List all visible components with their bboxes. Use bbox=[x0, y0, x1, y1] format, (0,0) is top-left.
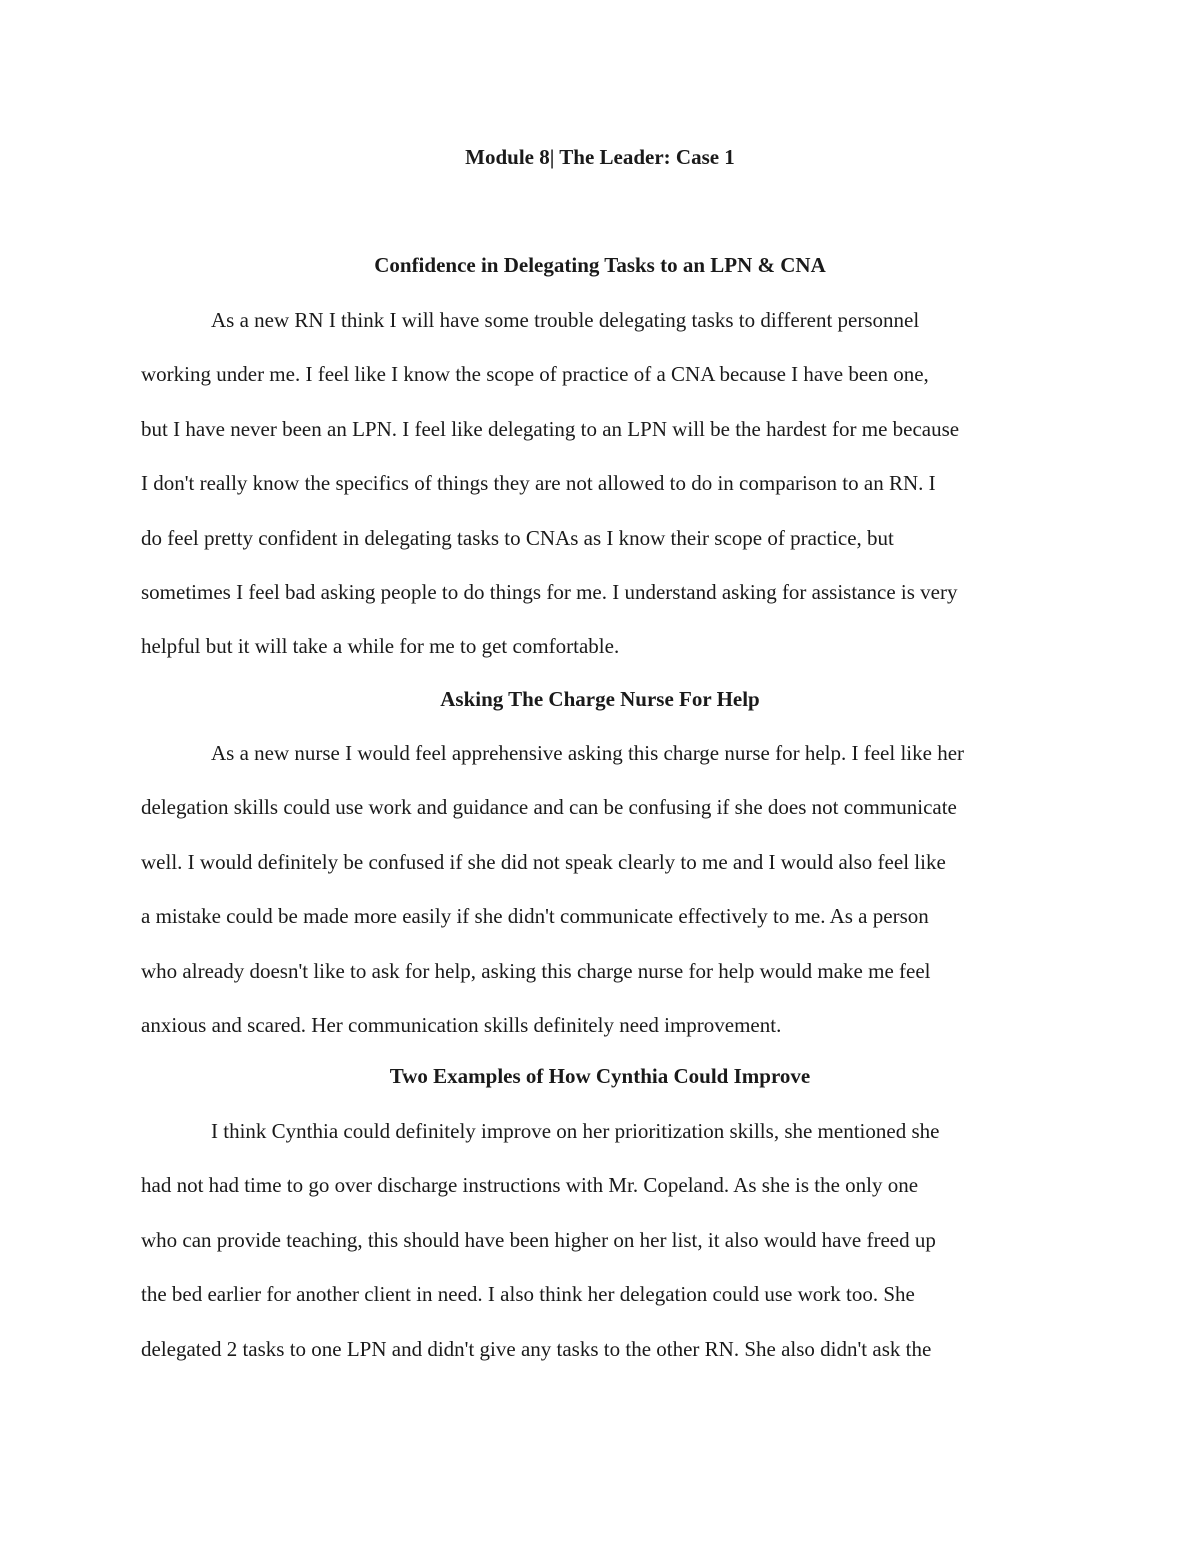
section-body-delegating bbox=[141, 293, 1061, 674]
paragraph-line: delegation skills could use work and guidance and can be confusing if she does not communicate bbox=[141, 795, 957, 820]
paragraph-line: anxious and scared. Her communication skills definitely need improvement. bbox=[141, 1012, 782, 1037]
paragraph-line: As a new nurse I would feel apprehensive asking this charge nurse for help. I feel like her bbox=[211, 741, 965, 765]
paragraph-line: had not had time to go over discharge instructions with Mr. Copeland. As she is the only one bbox=[141, 1173, 919, 1198]
section-heading-charge-nurse: Asking The Charge Nurse For Help bbox=[440, 687, 760, 711]
paragraph-line: who already doesn't like to ask for help, asking this charge nurse for help would make me feel bbox=[141, 958, 931, 983]
paragraph-line: working under me. I feel like I know the scope of practice of a CNA because I have been one, bbox=[141, 362, 929, 387]
section-heading-improvements: Two Examples of How Cynthia Could Improve bbox=[389, 1064, 811, 1088]
paragraph-line: the bed earlier for another client in need. I also think her delegation could use work too. She bbox=[141, 1282, 915, 1307]
document-title: Module 8| The Leader: Case 1 bbox=[465, 145, 735, 169]
section-body-charge-nurse bbox=[141, 726, 1061, 1052]
paragraph-line: I don't really know the specifics of things they are not allowed to do in comparison to an RN. I bbox=[141, 471, 936, 496]
paragraph-line: I think Cynthia could definitely improve on her prioritization skills, she mentioned she bbox=[211, 1119, 940, 1143]
paragraph-line: but I have never been an LPN. I feel like delegating to an LPN will be the hardest for me because bbox=[141, 416, 960, 441]
paragraph-line: do feel pretty confident in delegating tasks to CNAs as I know their scope of practice, but bbox=[141, 525, 894, 550]
paragraph-line: helpful but it will take a while for me to get comfortable. bbox=[141, 634, 620, 659]
paragraph-line: who can provide teaching, this should have been higher on her list, it also would have freed up bbox=[141, 1227, 936, 1252]
paragraph-line: As a new RN I think I will have some trouble delegating tasks to different personnel bbox=[211, 308, 920, 332]
paragraph-line: a mistake could be made more easily if she didn't communicate effectively to me. As a person bbox=[141, 904, 929, 929]
section-body-improvements bbox=[141, 1104, 1061, 1376]
paragraph-line: well. I would definitely be confused if she did not speak clearly to me and I would also feel like bbox=[141, 849, 946, 874]
section-heading-delegating: Confidence in Delegating Tasks to an LPN & CNA bbox=[374, 253, 826, 277]
paragraph-line: sometimes I feel bad asking people to do things for me. I understand asking for assistance is very bbox=[141, 579, 958, 604]
paragraph-line: delegated 2 tasks to one LPN and didn't give any tasks to the other RN. She also didn't ask the bbox=[141, 1336, 932, 1361]
